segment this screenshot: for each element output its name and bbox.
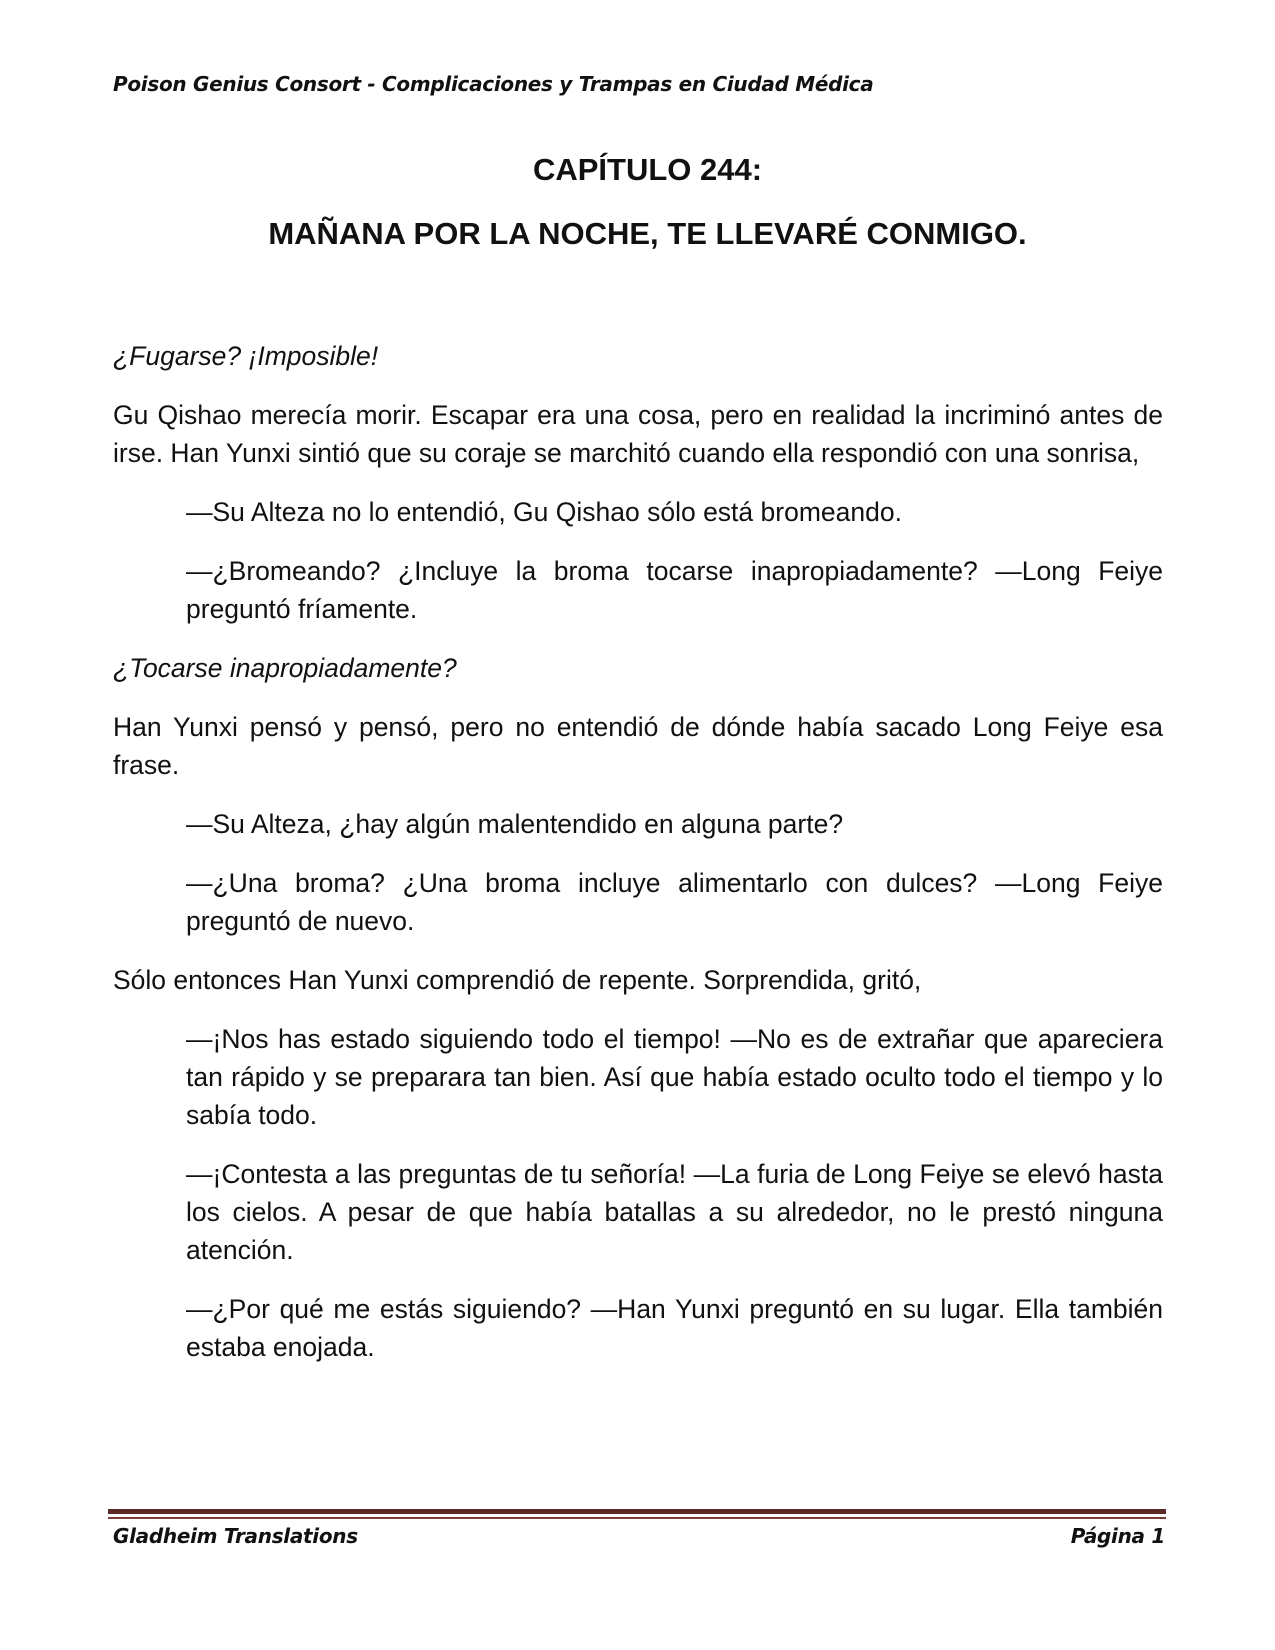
dialogue-paragraph: —Su Alteza, ¿hay algún malentendido en alguna parte?	[186, 809, 844, 839]
paragraph: Han Yunxi pensó y pensó, pero no entendió de dónde había sacado Long Feiye esa frase.	[113, 712, 1163, 780]
paragraph: ¿Tocarse inapropiadamente?	[113, 653, 457, 683]
paragraph: ¿Fugarse? ¡Imposible!	[113, 341, 379, 371]
dialogue-paragraph: —¿Una broma? ¿Una broma incluye alimentarlo con dulces? —Long Feiye preguntó de nuevo.	[186, 868, 1163, 936]
paragraph: Sólo entonces Han Yunxi comprendió de repente. Sorprendida, gritó,	[113, 965, 922, 995]
running-header: Poison Genius Consort - Complicaciones y Trampas en Ciudad Médica	[113, 72, 874, 96]
dialogue-paragraph: —¡Nos has estado siguiendo todo el tiempo! —No es de extrañar que apareciera tan rápido y se preparara tan bien. Así que había estado oculto todo el tiempo y lo sabía todo.	[186, 1024, 1163, 1130]
dialogue-paragraph: —¿Por qué me estás siguiendo? —Han Yunxi preguntó en su lugar. Ella también estaba enojada.	[186, 1294, 1163, 1362]
footer-rule-thin	[108, 1517, 1166, 1519]
footer-publisher: Gladheim Translations	[113, 1524, 358, 1548]
dialogue-paragraph: —Su Alteza no lo entendió, Gu Qishao sólo está bromeando.	[186, 497, 902, 527]
footer-page-number: Página 1	[1070, 1524, 1165, 1548]
chapter-subtitle: MAÑANA POR LA NOCHE, TE LLEVARÉ CONMIGO.	[268, 216, 1027, 251]
paragraph: Gu Qishao merecía morir. Escapar era una cosa, pero en realidad la incriminó antes de irse. Han Yunxi sintió que su coraje se marchitó cuando ella respondió con una sonrisa,	[113, 400, 1163, 468]
chapter-title: CAPÍTULO 244:	[532, 152, 763, 187]
dialogue-paragraph: —¡Contesta a las preguntas de tu señoría! —La furia de Long Feiye se elevó hasta los cielos. A pesar de que había batallas a su alrededor, no le prestó ninguna atención.	[186, 1159, 1163, 1265]
chapter-body	[113, 337, 1163, 1387]
dialogue-paragraph: —¿Bromeando? ¿Incluye la broma tocarse inapropiadamente? —Long Feiye preguntó fríamente.	[186, 556, 1163, 624]
footer-rule-thick	[108, 1509, 1166, 1514]
